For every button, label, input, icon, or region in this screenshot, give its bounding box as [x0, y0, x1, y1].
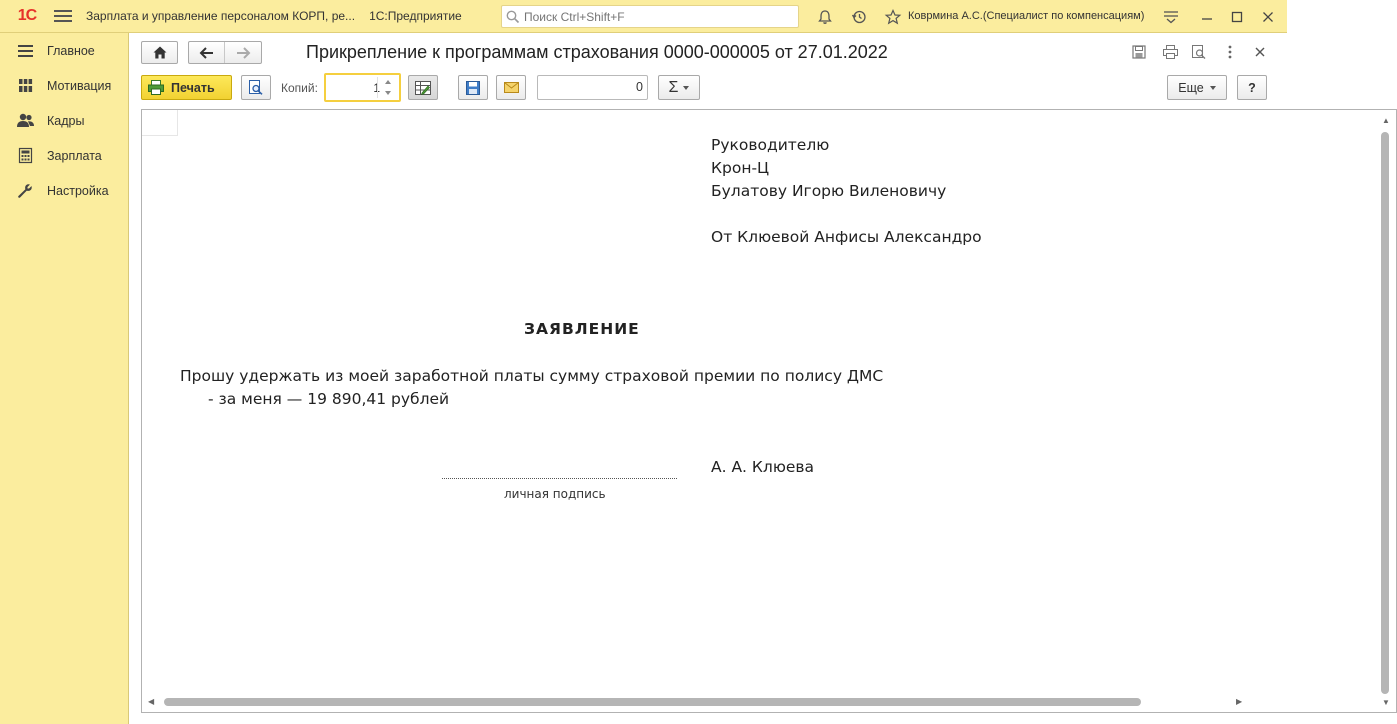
copies-input[interactable]	[330, 79, 380, 96]
arrow-left-icon	[200, 47, 214, 59]
sidebar-item-personnel[interactable]	[0, 103, 128, 138]
signature-caption: личная подпись	[504, 487, 606, 501]
search-icon	[506, 10, 520, 24]
chevron-down-icon	[1210, 86, 1216, 90]
horizontal-scrollbar[interactable]	[142, 692, 1378, 712]
edit-mode-button[interactable]	[408, 75, 438, 100]
sidebar-item-label: Настройка	[47, 183, 109, 198]
body-line-2: - за меня — 19 890,41 рублей	[208, 390, 450, 408]
magnifier-page-icon	[249, 80, 263, 95]
copies-field[interactable]	[324, 73, 401, 102]
scroll-right-arrow-icon[interactable]: ▶	[1236, 697, 1243, 706]
more-vertical-icon[interactable]	[1219, 41, 1241, 63]
help-button[interactable]: ?	[1237, 75, 1267, 100]
print-button-label: Печать	[171, 80, 215, 95]
chevron-up-icon[interactable]	[385, 80, 391, 84]
sidebar-item-main[interactable]	[0, 33, 128, 68]
arrow-right-icon	[236, 47, 250, 59]
printer-icon[interactable]	[1159, 41, 1181, 63]
nav-back-forward	[188, 41, 262, 64]
print-button[interactable]	[141, 75, 232, 100]
scroll-left-arrow-icon[interactable]: ◀	[148, 697, 155, 706]
logo-text: 1С	[17, 7, 37, 24]
floppy-icon	[466, 81, 480, 95]
scroll-up-arrow-icon[interactable]: ▲	[1382, 116, 1390, 125]
preview-button[interactable]	[241, 75, 271, 100]
send-email-button[interactable]	[496, 75, 526, 100]
page-title: Прикрепление к программам страхования 0000-000005 от 27.01.2022	[306, 42, 888, 62]
save-button[interactable]	[458, 75, 488, 100]
sum-field: 0	[537, 75, 648, 100]
home-icon	[153, 46, 167, 59]
main-menu-icon[interactable]	[54, 10, 72, 22]
chevron-down-icon	[683, 86, 689, 90]
user-name[interactable]: Коврмина А.С.(Специалист по компенсациям)	[908, 10, 1145, 22]
sidebar	[0, 33, 129, 724]
star-icon[interactable]	[876, 0, 910, 33]
sum-mode-button[interactable]	[658, 75, 700, 100]
horizontal-scroll-thumb[interactable]	[164, 698, 1141, 706]
vertical-scrollbar[interactable]	[1376, 110, 1396, 712]
close-form-icon[interactable]	[1249, 41, 1271, 63]
calculator-icon	[17, 148, 33, 164]
preview-icon[interactable]	[1188, 41, 1210, 63]
app-platform: 1С:Предприятие	[369, 9, 462, 23]
sidebar-item-label: Мотивация	[47, 78, 112, 93]
wrench-icon	[17, 183, 33, 199]
sidebar-item-motivation[interactable]	[0, 68, 128, 103]
copies-label: Копий:	[281, 81, 318, 95]
history-icon[interactable]	[842, 0, 876, 33]
app-logo[interactable]	[10, 0, 44, 33]
addressee-line-3: Булатову Игорю Виленовичу	[711, 182, 947, 200]
sidebar-item-label: Кадры	[47, 113, 85, 128]
printer-color-icon	[148, 80, 164, 95]
back-button[interactable]	[189, 42, 225, 63]
sheet-corner-cell[interactable]	[142, 110, 178, 136]
app-title: Зарплата и управление персоналом КОРП, ре...	[86, 9, 356, 23]
search-input[interactable]	[524, 10, 784, 24]
signer-name: А. А. Клюева	[711, 458, 815, 476]
scroll-down-arrow-icon[interactable]: ▼	[1382, 698, 1390, 707]
signature-line	[442, 478, 677, 479]
copies-stepper[interactable]	[377, 77, 397, 98]
sidebar-item-label: Главное	[47, 43, 95, 58]
close-window-icon[interactable]	[1253, 0, 1283, 33]
document-form	[130, 33, 1390, 724]
bell-icon[interactable]	[808, 0, 842, 33]
search-box[interactable]	[501, 5, 799, 28]
save-doc-icon[interactable]	[1128, 41, 1150, 63]
addressee-line-1: Руководителю	[711, 136, 830, 154]
sidebar-item-salary[interactable]	[0, 138, 128, 173]
maximize-icon[interactable]	[1222, 0, 1252, 33]
vertical-scroll-thumb[interactable]	[1381, 132, 1389, 694]
body-line-1: Прошу удержать из моей заработной платы сумму страховой премии по полису ДМС	[180, 367, 884, 385]
sidebar-item-label: Зарплата	[47, 148, 102, 163]
more-button[interactable]	[1167, 75, 1227, 100]
forward-button[interactable]	[225, 42, 261, 63]
chevron-down-icon[interactable]	[385, 91, 391, 95]
document-heading: ЗАЯВЛЕНИЕ	[524, 320, 640, 338]
spreadsheet-document[interactable]	[141, 109, 1397, 713]
people-icon	[17, 113, 33, 129]
home-button[interactable]	[141, 41, 178, 64]
menu-icon	[17, 43, 33, 59]
sidebar-item-settings[interactable]	[0, 173, 128, 208]
addressee-line-2: Крон-Ц	[711, 159, 770, 177]
from-line: От Клюевой Анфисы Александро	[711, 228, 982, 246]
settings-lines-icon[interactable]	[1156, 0, 1186, 33]
top-bar	[0, 0, 1287, 33]
minimize-icon[interactable]	[1192, 0, 1222, 33]
sigma-label: Σ	[668, 78, 679, 96]
trophy-icon	[17, 78, 33, 94]
edit-table-icon	[415, 81, 431, 95]
more-button-label: Еще	[1178, 80, 1204, 95]
envelope-icon	[504, 82, 519, 93]
